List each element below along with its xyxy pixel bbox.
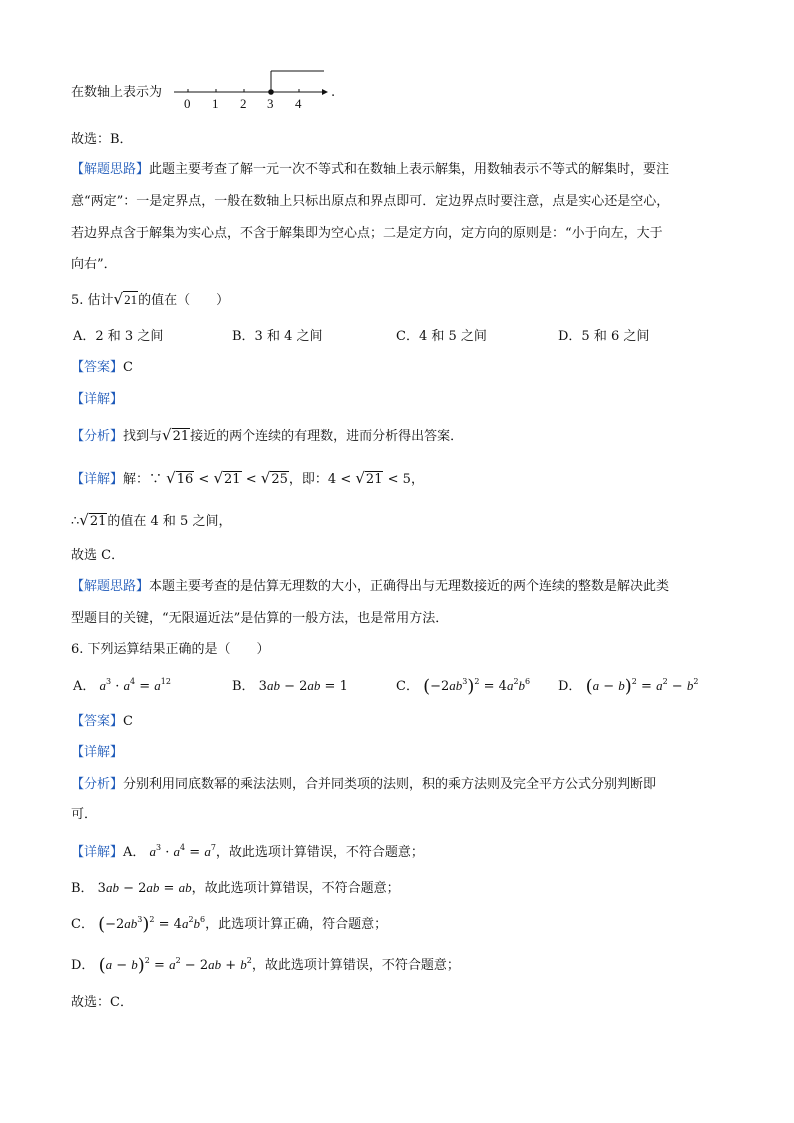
q5-tips-line-2: 型题目的关键，“无限逼近法”是估算的一般方法，也是常用方法． <box>71 611 449 626</box>
tick-label-3: 3 <box>267 96 274 110</box>
q5-detail-solution: 【详解】解：∵ √16 < √21 < √25，即：4 < √21 < 5， <box>71 469 424 487</box>
q5-option-a: A．2 和 3 之间 <box>73 329 164 344</box>
q6-detail-a: 【详解】A． $a^3 \cdot a^4 = a^7$，故此选项计算错误，不符合题意； <box>71 843 424 860</box>
q6-option-a: A． $a^3 \cdot a^4 = a^{12}$ <box>73 677 171 694</box>
q5-analysis: 【分析】找到与√21接近的两个连续的有理数，进而分析得出答案． <box>71 426 464 444</box>
q6-analysis-line-1: 【分析】分别利用同底数幂的乘法法则，合并同类项的法则，积的乘方法则及完全平方公式分别判断即 <box>71 777 657 792</box>
q6-detail-tag: 【详解】 <box>71 745 124 760</box>
q6-option-c: C． $(-2ab^3)^2 = 4a^2b^6$ <box>396 676 531 697</box>
tick-label-2: 2 <box>240 96 247 110</box>
tick-label-0: 0 <box>184 96 191 110</box>
tips-tag: 【解题思路】 <box>71 162 150 177</box>
number-line-suffix: . <box>331 85 336 100</box>
q5-answer: 【答案】C <box>71 360 133 375</box>
tips-1-line-3: 若边界点含于解集为实心点，不含于解集即为空心点；二是定方向，定方向的原则是：“小于向左，大于 <box>71 226 663 241</box>
q6-detail-b: B． 3ab − 2ab = ab，故此选项计算错误，不符合题意； <box>71 880 400 896</box>
q6-stem: 6. 下列运算结果正确的是（ ） <box>71 642 270 657</box>
q6-analysis-line-2: 可． <box>71 807 98 822</box>
tips-1-line-1: 【解题思路】此题主要考查了解一元一次不等式和在数轴上表示解集，用数轴表示不等式的解集时，要注 <box>71 162 670 177</box>
solid-point <box>268 89 274 95</box>
tick-label-1: 1 <box>212 96 219 110</box>
q5-detail-tag: 【详解】 <box>71 392 124 407</box>
sqrt-21: √21 <box>113 290 138 308</box>
tips-1-line-2: 意“两定”：一是定界点，一般在数轴上只标出原点和界点即可．定边界点时要注意，点是实心还是空心， <box>71 194 670 209</box>
number-line <box>172 66 332 110</box>
q5-stem: 5. 估计√21的值在（ ） <box>71 290 230 308</box>
q6-choose: 故选：C． <box>71 995 133 1010</box>
tick-label-4: 4 <box>295 96 302 110</box>
q5-option-c: C．4 和 5 之间 <box>396 329 487 344</box>
q6-option-d: D． $(a - b)^2 = a^2 - b^2$ <box>558 676 699 697</box>
q5-choose: 故选 C． <box>71 548 125 563</box>
tips-1-line-4: 向右”． <box>71 257 117 272</box>
q5-option-b: B．3 和 4 之间 <box>232 329 323 344</box>
number-line-prefix: 在数轴上表示为 <box>71 85 163 100</box>
q5-tips-line-1: 【解题思路】本题主要考查的是估算无理数的大小，正确得出与无理数接近的两个连续的整数是解决此类 <box>71 579 670 594</box>
q5-therefore: ∴√21的值在 4 和 5 之间， <box>71 511 232 529</box>
q6-detail-c: C． $(-2ab^3)^2 = 4a^2b^6$，此选项计算正确，符合题意； <box>71 914 388 935</box>
q6-answer: 【答案】C <box>71 714 133 729</box>
choose-b: 故选：B． <box>71 132 133 147</box>
number-line-arrow <box>322 89 328 95</box>
q5-option-d: D．5 和 6 之间 <box>558 329 650 344</box>
q6-detail-d: D． $(a - b)^2 = a^2 - 2ab + b^2$，故此选项计算错误，不符合题意； <box>71 955 460 976</box>
q6-option-b: B． 3ab − 2ab = 1 <box>232 678 348 694</box>
number-line-row <box>71 84 162 102</box>
